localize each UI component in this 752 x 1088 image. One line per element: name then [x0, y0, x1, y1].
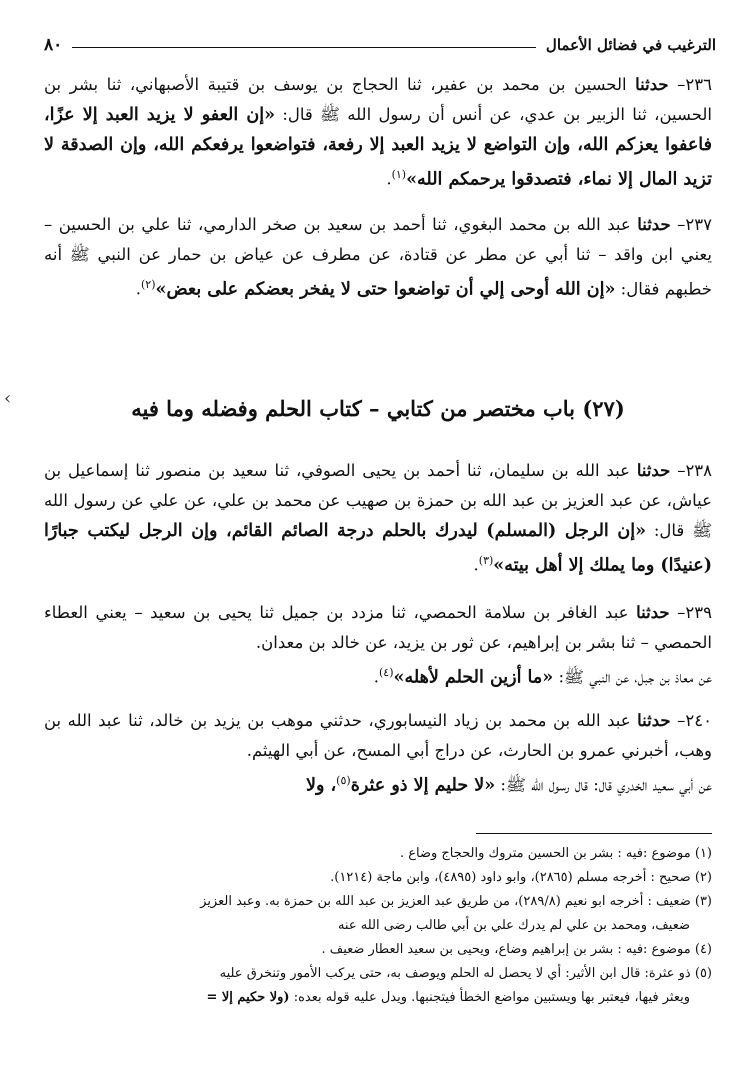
isnad-continuation: عن معاذ بن جبل، عن النبي ﷺ:: [558, 667, 712, 687]
footnote-3: (٣) ضعيف : أخرجه ابو نعيم (٢٨٩/٨)، من طريق عبد العزيز بن عبد الله بن حمزة به. وعبد العزيز: [200, 894, 712, 909]
footnote-4: (٤) موضوع :فيه : بشر بن إبراهيم وضاع، ويحيى بن سعيد العطار ضعيف .: [321, 942, 712, 957]
haddatha-word: حدثنا: [637, 215, 671, 234]
footnote-5-bold: (ولا حكيم إلا =: [206, 990, 290, 1005]
hadith-number: ٢٣٨–: [677, 461, 713, 480]
running-title: الترغيب في فضائل الأعمال: [545, 36, 716, 54]
isnad: عبد الغافر بن سلامة الحمصي، ثنا مزدد بن جميل ثنا يحيى بن سعيد – يعني العطاء الحمصي – ثنا بشر بن إبراهيم، عن ثور بن يزيد، عن خالد بن معدان.: [44, 603, 712, 652]
matn: «إن الله أوحى إلي أن تواضعوا حتى لا يفخر بعضكم على بعض»: [155, 279, 616, 300]
hadith-number: ٢٣٩–: [677, 603, 713, 622]
isnad: الحسين بن محمد بن عفير، ثنا الحجاج بن يوسف بن قتيبة الأصبهاني، ثنا بشر بن الحسين، ثنا الزبير بن عدي، عن أنس أن رسول الله ﷺ قال:: [44, 75, 712, 124]
haddatha-word: حدثنا: [636, 461, 671, 480]
isnad: عبد الله بن سليمان، ثنا أحمد بن يحيى الصوفي، ثنا سعيد بن منصور ثنا إسماعيل بن عياش، عن عبد العزيز بن عبد الله بن حمزة بن صهيب عن محمد بن علي، عن علي عن رسول الله ﷺ قال:: [44, 461, 712, 540]
period: .: [473, 555, 479, 575]
page-header: [44, 30, 716, 60]
haddatha-word: حدثنا: [637, 711, 671, 730]
period: .: [386, 169, 392, 189]
margin-mark: ›: [4, 388, 12, 409]
footnote-marker: (٣): [478, 554, 494, 567]
page-number: ٨٠: [44, 35, 63, 55]
hadith-238: [44, 456, 712, 581]
matn: «ما أزين الحلم لأهله»: [393, 667, 554, 688]
footnotes: [44, 842, 712, 1010]
hadith-240: [44, 706, 712, 801]
hadith-237: [44, 210, 712, 305]
period: .: [373, 667, 379, 687]
hadith-number: ٢٣٧–: [677, 215, 712, 234]
isnad: عبد الله بن محمد بن زياد النيسابوري، حدثني موهب بن يزيد بن خالد، ثنا عبد الله بن وهب، أخبرني عمرو بن الحارث، عن دراج أبي المسح، عن أبي الهيثم.: [44, 711, 712, 760]
chapter-heading: (٢٧) باب مختصر من كتابي – كتاب الحلم وفضله وما فيه: [131, 396, 625, 421]
footnote-marker: (١): [391, 168, 407, 181]
isnad-continuation: عن أبي سعيد الخدري قال: قال رسول الله ﷺ:: [500, 775, 712, 795]
footnote-marker: (٢): [140, 278, 156, 291]
footnote-3-continuation: ضعيف، ومحمد بن علي لم يدرك علي بن أبي طالب رضى الله عنه: [337, 918, 690, 933]
hadith-number: ٢٣٦–: [677, 75, 712, 94]
hadith-236: [44, 70, 712, 195]
matn: «إن الرجل (المسلم) ليدرك بالحلم درجة الصائم القائم، وإن الرجل ليكتب جبارًا (عنيدًا) وما يملك إلا أهل بيته»: [44, 521, 712, 576]
isnad: عبد الله بن محمد البغوي، ثنا أحمد بن سعيد بن صخر الدارمي، ثنا علي بن الحسين – يعني ابن واقد – ثنا أبي عن مطر عن قتادة، عن مطرف عن عياض بن حمار عن النبي ﷺ أنه خطبهم فقال:: [44, 215, 712, 299]
footnote-marker: (٤): [379, 666, 394, 679]
matn: «إن العفو لا يزيد العبد إلا عزًا، فاعفوا يعزكم الله، وإن التواضع لا يزيد العبد إلا رفعة، فتواضعوا يرفعكم الله، وإن الصدقة لا تزيد المال إلا نماء، فتصدقوا يرحمكم الله»: [44, 105, 712, 190]
haddatha-word: حدثنا: [635, 75, 669, 94]
footnote-separator: [476, 833, 712, 834]
footnote-marker: (٥): [336, 774, 351, 787]
header-rule: [72, 47, 536, 48]
footnote-1: (١) موضوع :فيه : بشر بن الحسين متروك والحجاج وضاع .: [399, 846, 712, 861]
haddatha-word: حدثنا: [636, 603, 670, 622]
footnote-5: (٥) ذو عثرة: قال ابن الأثير: أي لا يحصل له الحلم ويوصف به، حتى يركب الأمور وتنخرق عليه: [219, 966, 712, 981]
period: .: [135, 279, 141, 299]
footnote-5-continuation: [44, 986, 712, 1010]
footnote-2: (٢) صحيح : أخرجه مسلم (٢٨٦٥)، وابو داود (٤٨٩٥)، وابن ماجة (١٢١٤).: [330, 870, 712, 885]
matn-tail: ، ولا: [305, 775, 337, 796]
hadith-239: [44, 598, 712, 693]
footnote-5-text: ويعثر فيها، فيعتبر بها ويستبين مواضع الخطأ فيتجنبها. ويدل عليه قوله بعده:: [293, 990, 690, 1005]
matn: «لا حليم إلا ذو عثرة: [350, 775, 496, 796]
hadith-number: ٢٤٠–: [677, 711, 713, 730]
